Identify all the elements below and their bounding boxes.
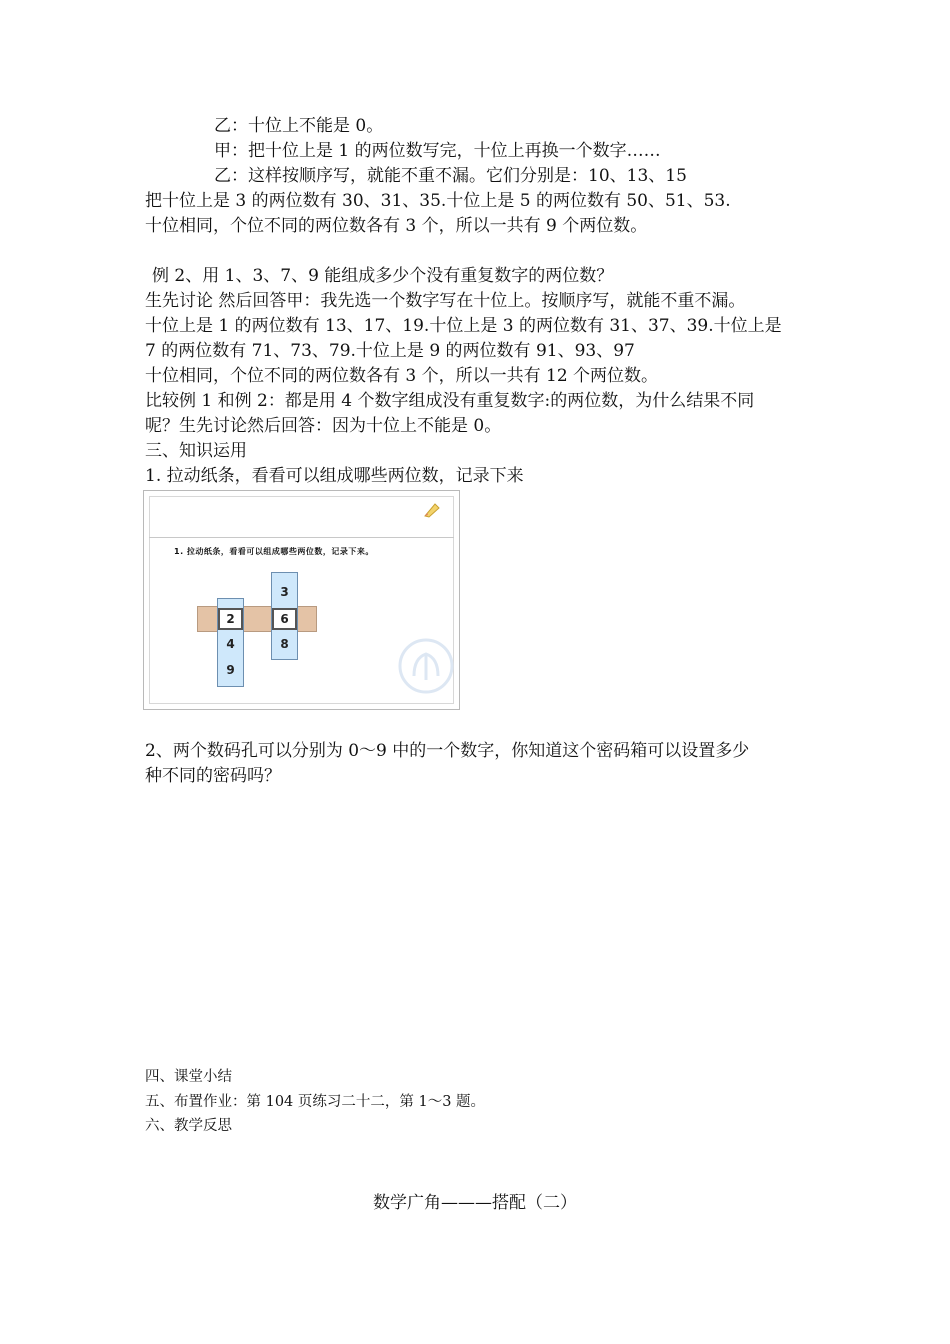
exercise-2: 2、两个数码孔可以分别为 0～9 中的一个数字，你知道这个密码箱可以设置多少	[145, 741, 750, 761]
text-line: 生先讨论 然后回答甲：我先选一个数字写在十位上。按顺序写，就能不重不漏。	[145, 291, 746, 311]
text-line: 呢？生先讨论然后回答：因为十位上不能是 0。	[145, 416, 502, 436]
text-line: 十位上是 1 的两位数有 13、17、19.十位上是 3 的两位数有 31、37、39.十位上是	[145, 316, 782, 336]
strip-digit: 9	[226, 663, 235, 677]
text-line: 十位相同，个位不同的两位数各有 3 个，所以一共有 9 个两位数。	[145, 216, 648, 236]
section-heading: 三、知识运用	[145, 441, 247, 461]
strip-digit: 4	[226, 637, 235, 651]
section-heading: 六、教学反思	[145, 1118, 232, 1134]
strip-digit: 2	[226, 612, 235, 626]
exercise-1: 1. 拉动纸条，看看可以组成哪些两位数，记录下来	[145, 466, 524, 486]
text-line: 甲：把十位上是 1 的两位数写完，十位上再换一个数字……	[214, 141, 661, 161]
strip-digit: 3	[280, 585, 289, 599]
text-line: 比较例 1 和例 2：都是用 4 个数字组成没有重复数字:的两位数，为什么结果不同	[145, 391, 755, 411]
strip-digit: 6	[280, 612, 289, 626]
figure-caption: 1. 拉动纸条，看看可以组成哪些两位数，记录下来。	[174, 547, 374, 556]
pencil-icon	[423, 502, 441, 518]
section-heading: 四、课堂小结	[145, 1069, 232, 1085]
text-line: 乙：十位上不能是 0。	[214, 116, 384, 136]
figure-divider	[149, 537, 454, 538]
lesson-title: 数学广角———搭配（二）	[373, 1193, 577, 1213]
text-line: 7 的两位数有 71、73、79.十位上是 9 的两位数有 91、93、97	[145, 341, 635, 361]
text-line: 十位相同，个位不同的两位数各有 3 个，所以一共有 12 个两位数。	[145, 366, 659, 386]
horizontal-strip[interactable]	[197, 606, 317, 632]
text-line: 种不同的密码吗？	[145, 766, 281, 786]
text-line: 把十位上是 3 的两位数有 30、31、35.十位上是 5 的两位数有 50、51、53.	[145, 191, 731, 211]
example-heading: 例 2、用 1、3、7、9 能组成多少个没有重复数字的两位数？	[152, 266, 614, 286]
watermark-icon	[396, 636, 456, 696]
strip-digit: 8	[280, 637, 289, 651]
section-heading: 五、布置作业：第 104 页练习二十二，第 1～3 题。	[145, 1094, 486, 1110]
text-line: 乙：这样按顺序写，就能不重不漏。它们分别是：10、13、15	[214, 166, 687, 186]
strip-figure	[143, 490, 460, 710]
